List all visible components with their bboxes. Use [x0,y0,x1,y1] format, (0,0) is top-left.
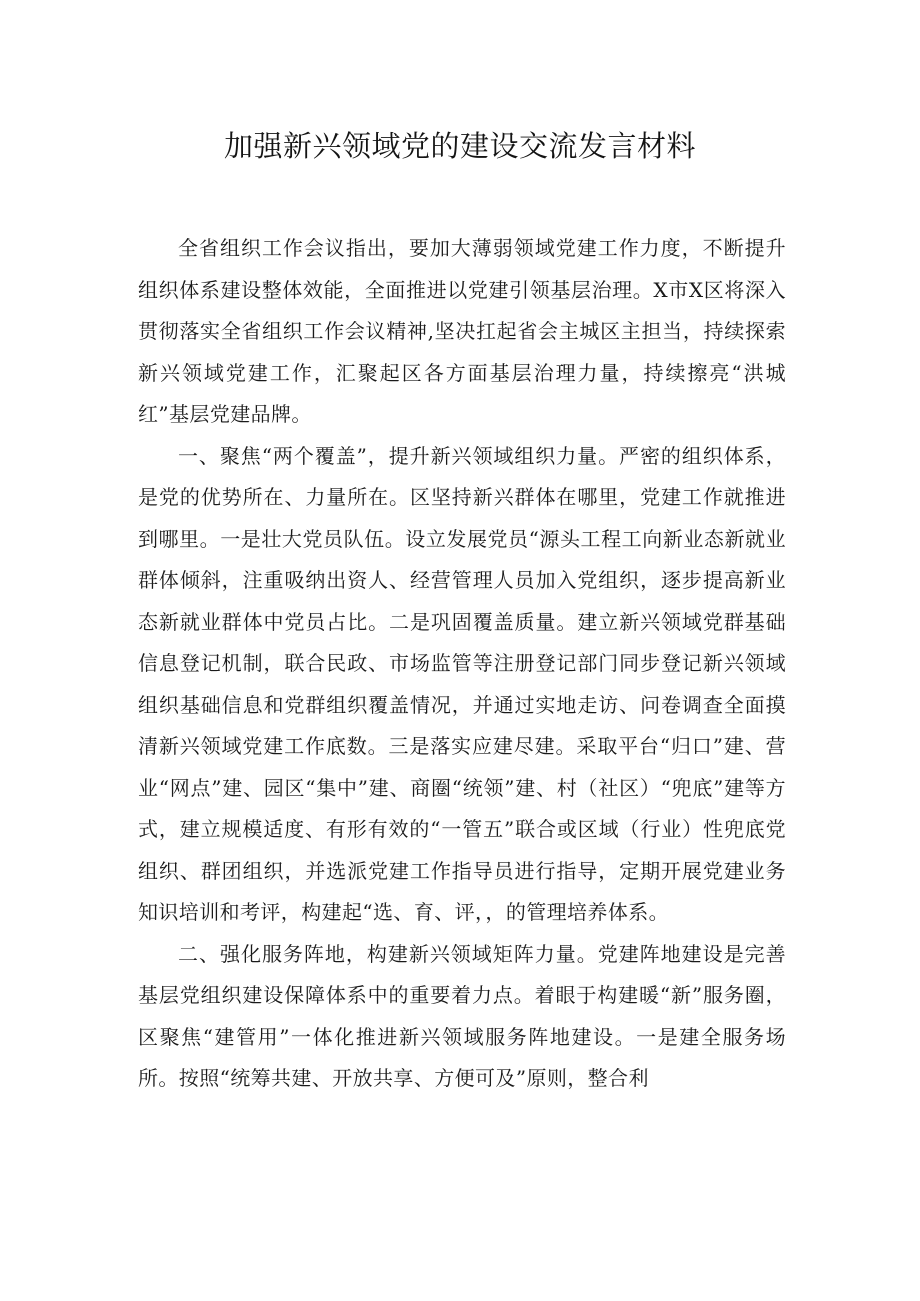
paragraph-section-one: 一、聚焦“两个覆盖”，提升新兴领域组织力量。严密的组织体系，是党的优势所在、力量所在。区坚持新兴群体在哪里，党建工作就推进到哪里。一是壮大党员队伍。设立发展党员“源头工程工向新业态新就业群体倾斜，注重吸纳出资人、经营管理人员加入党组织，逐步提高新业态新就业群体中党员占比。二是巩固覆盖质量。建立新兴领域党群基础信息登记机制，联合民政、市场监管等注册登记部门同步登记新兴领域组织基础信息和党群组织覆盖情况，并通过实地走访、问卷调查全面摸清新兴领域党建工作底数。三是落实应建尽建。采取平台“归口”建、营业“网点”建、园区“集中”建、商圈“统领”建、村（社区）“兜底”建等方式，建立规模适度、有形有效的“一管五”联合或区域（行业）性兜底党组织、群团组织，并选派党建工作指导员进行指导，定期开展党建业务知识培训和考评，构建起“选、育、评，，的管理培养体系。 [138,443,786,924]
paragraph-section-two: 二、强化服务阵地，构建新兴领域矩阵力量。党建阵地建设是完善基层党组织建设保障体系中的重要着力点。着眼于构建暖“新”服务圈，区聚焦“建管用”一体化推进新兴领域服务阵地建设。一是建全服务场所。按照“统筹共建、开放共享、方便可及”原则，整合利 [138,941,786,1090]
document-body [138,228,786,1100]
document-title: 加强新兴领域党的建设交流发言材料 [223,129,696,163]
paragraph-intro: 全省组织工作会议指出，要加大薄弱领域党建工作力度，不断提升组织体系建设整体效能，全面推进以党建引领基层治理。X市X区将深入贯彻落实全省组织工作会议精神,坚决扛起省会主城区主担当，持续探索新兴领域党建工作，汇聚起区各方面基层治理力量，持续擦亮“洪城红”基层党建品牌。 [138,236,786,426]
